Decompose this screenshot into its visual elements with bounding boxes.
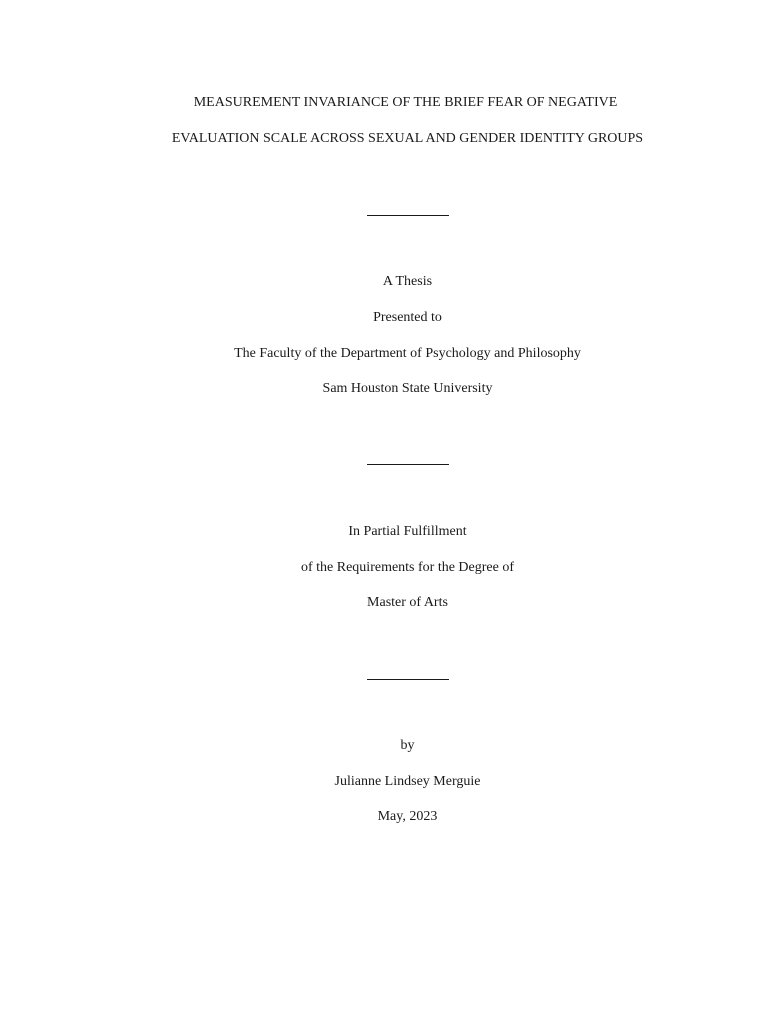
presented-to: Presented to	[373, 310, 442, 325]
thesis-label: A Thesis	[382, 274, 433, 289]
separator-rule-1	[367, 215, 449, 216]
by-label: by	[400, 738, 415, 753]
university-name: Sam Houston State University	[322, 381, 493, 396]
degree-name: Master of Arts	[367, 595, 448, 610]
degree-requirements: of the Requirements for the Degree of	[300, 560, 515, 575]
separator-rule-3	[367, 679, 449, 680]
title-line-1: MEASUREMENT INVARIANCE OF THE BRIEF FEAR OF NEGATIVE	[193, 95, 618, 110]
submission-date: May, 2023	[377, 809, 438, 824]
separator-rule-2	[367, 464, 449, 465]
partial-fulfillment: In Partial Fulfillment	[348, 524, 467, 539]
author-name: Julianne Lindsey Merguie	[334, 774, 481, 789]
title-line-2: EVALUATION SCALE ACROSS SEXUAL AND GENDER IDENTITY GROUPS	[171, 131, 644, 146]
faculty-department: The Faculty of the Department of Psychology and Philosophy	[234, 346, 581, 361]
